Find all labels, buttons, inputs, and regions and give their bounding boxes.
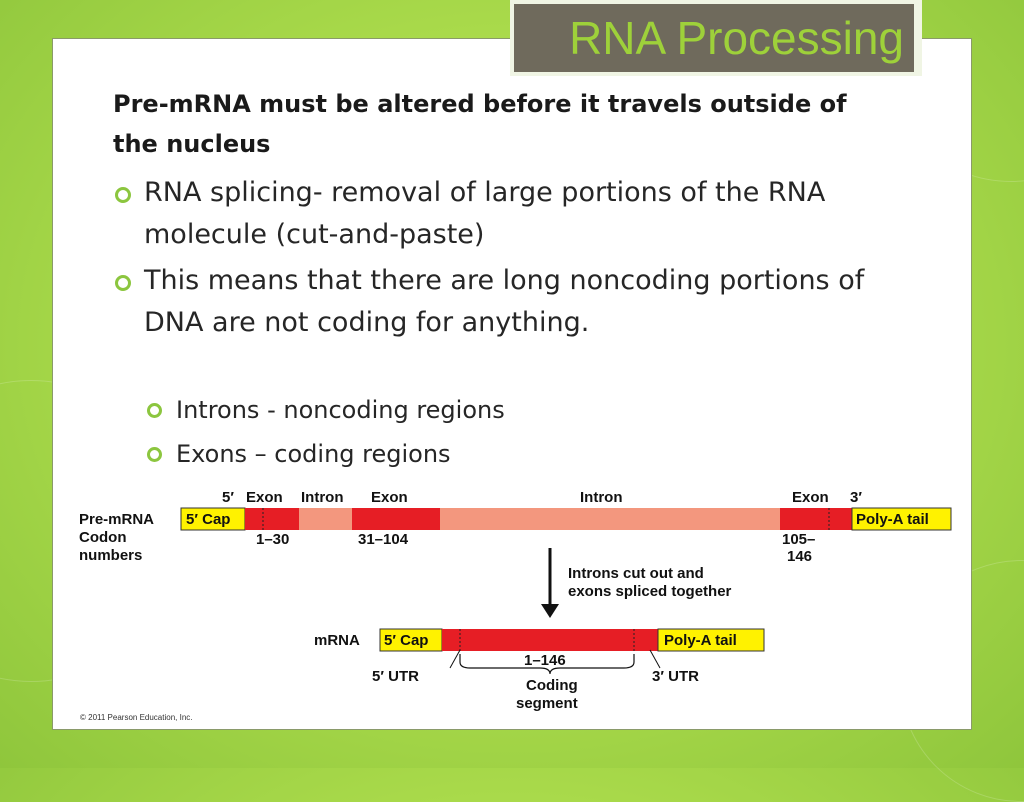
label-exon-3: Exon [792, 489, 829, 506]
label-three-prime: 3′ [850, 489, 862, 506]
bullet-text: This means that there are long noncoding portions of DNA are not coding for anything. [144, 265, 865, 338]
mrna-label: mRNA [314, 632, 360, 649]
label-exon-1: Exon [246, 489, 283, 506]
mrna-coding-region [442, 629, 658, 651]
rna-splicing-diagram [60, 478, 960, 713]
codon-range-2: 31–104 [358, 531, 409, 548]
mrna-tail-label: Poly-A tail [664, 632, 737, 649]
pre-mrna-exon-3 [780, 508, 852, 530]
pre-mrna-intron-1 [299, 508, 352, 530]
bullet-circle-icon [147, 403, 162, 418]
bullet-item [113, 260, 873, 344]
splicing-note: Introns cut out and [568, 565, 704, 582]
label-five-prime: 5′ [222, 489, 234, 506]
bullet-item [113, 172, 873, 256]
pre-mrna-exon-2 [352, 508, 440, 530]
pre-mrna-label: Pre-mRNA [79, 511, 155, 528]
sub-bullet-text: Introns - noncoding regions [176, 396, 505, 424]
bullet-circle-icon [115, 187, 131, 203]
label-intron-2: Intron [580, 489, 623, 506]
arrow-head-icon [541, 604, 559, 618]
coding-segment-label: segment [516, 695, 578, 712]
codon-label: numbers [79, 547, 143, 564]
utr5-label: 5′ UTR [372, 668, 419, 685]
bullet-text: RNA splicing- removal of large portions of the RNA molecule (cut-and-paste) [144, 177, 826, 250]
pre-mrna-utr5 [245, 508, 263, 530]
title-box [510, 0, 922, 76]
cap-label: 5′ Cap [186, 511, 231, 528]
codon-range-3: 105– [782, 531, 816, 548]
coding-range: 1–146 [524, 652, 566, 669]
codon-label: Codon [79, 529, 127, 546]
splicing-note: exons spliced together [568, 583, 732, 600]
label-intron-1: Intron [301, 489, 344, 506]
tail-label: Poly-A tail [856, 511, 929, 528]
mrna-cap-label: 5′ Cap [384, 632, 429, 649]
utr3-label: 3′ UTR [652, 668, 699, 685]
bullet-circle-icon [115, 275, 131, 291]
copyright-notice: © 2011 Pearson Education, Inc. [80, 713, 193, 722]
label-exon-2: Exon [371, 489, 408, 506]
bullet-circle-icon [147, 447, 162, 462]
pre-mrna-exon-1 [263, 508, 299, 530]
pre-mrna-intron-2 [440, 508, 780, 530]
sub-bullet-text: Exons – coding regions [176, 440, 451, 468]
codon-range-3: 146 [787, 548, 813, 565]
coding-segment-label: Coding [526, 677, 578, 694]
sub-bullet-item [145, 390, 845, 430]
sub-bullet-item [145, 434, 845, 474]
codon-range-1: 1–30 [256, 531, 290, 548]
slide-title: RNA Processing [569, 12, 904, 64]
slide-heading: Pre-mRNA must be altered before it travels outside of the nucleus [113, 90, 847, 158]
